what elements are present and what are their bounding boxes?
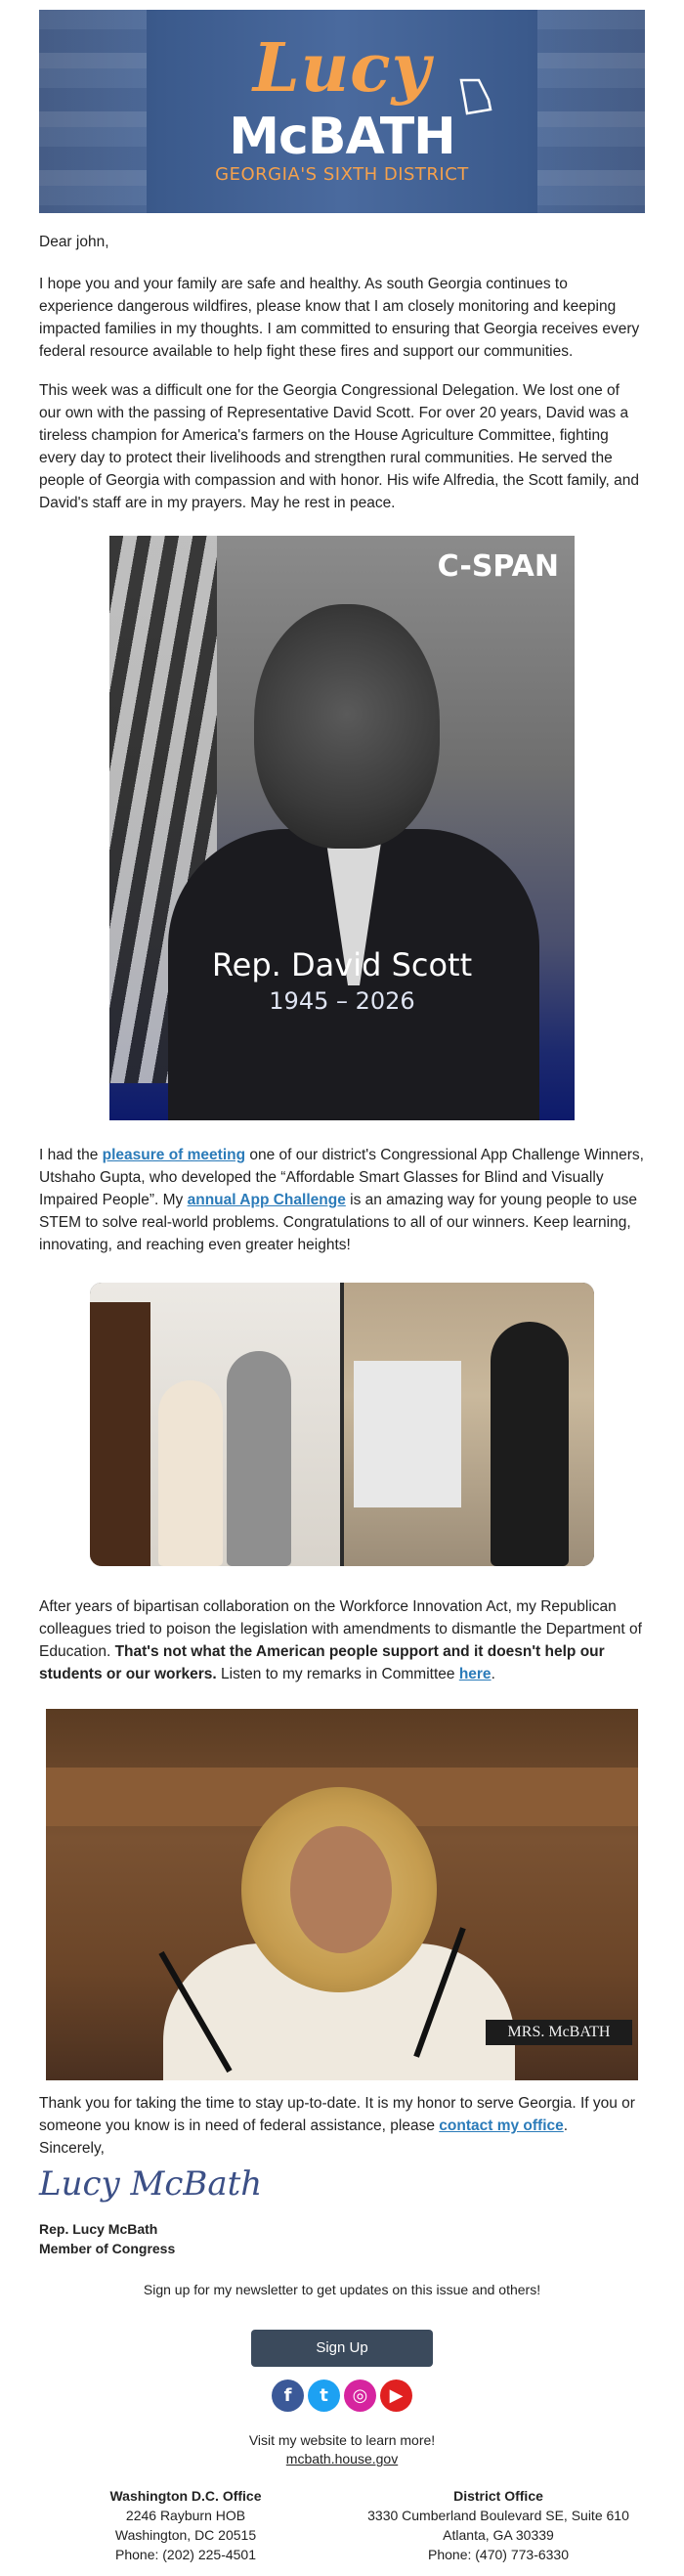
- signer-block: [39, 2219, 645, 2258]
- cspan-logo: C-SPAN: [437, 549, 559, 584]
- text-span: Listen to my remarks in Committee: [216, 1666, 459, 1682]
- paragraph-workforce-text: [39, 1595, 645, 1685]
- nameplate: MRS. McBATH: [486, 2020, 632, 2045]
- text-span: is an amazing way for young people to use STEM to solve real-world problems. Congratulations to all of our winners. Keep learning, innovating, and reaching even greater heights!: [39, 1192, 637, 1253]
- text-span: After years of bipartisan collaboration on the Workforce Innovation Act, my Republican colleagues tried to poison the legislation with amendments to dismantle the Department of Education.: [39, 1598, 642, 1660]
- paragraph-wildfires-text: I hope you and your family are safe and healthy. As south Georgia continues to experience dangerous wildfires, please know that I am closely monitoring and keeping impacted families in my thoughts. I am committed to ensuring that Georgia receives every federal resource available to help fight these fires and support our communities.: [39, 276, 640, 360]
- website-text: Visit my website to learn more!: [248, 2432, 436, 2448]
- app-photo-right: [344, 1283, 594, 1566]
- paragraph-workforce: [39, 1595, 645, 1685]
- poster-board-image: [354, 1361, 461, 1507]
- committee-hearing-photo: [46, 1709, 638, 2080]
- header-banner: [39, 10, 645, 213]
- portrait-head: [254, 604, 440, 849]
- district-office: [342, 2486, 655, 2564]
- pleasure-of-meeting-link[interactable]: pleasure of meeting: [102, 1147, 246, 1163]
- annual-app-challenge-link[interactable]: annual App Challenge: [187, 1192, 346, 1208]
- dc-office-title: Washington D.C. Office: [109, 2488, 262, 2504]
- app-photo-left: [90, 1283, 340, 1566]
- paragraph-thank-you: [39, 2092, 645, 2160]
- bold-text: That's not what the American people support and it doesn't help our students or our workers.: [39, 1643, 605, 1682]
- text-span: I had the: [39, 1147, 103, 1163]
- signature-image: Lucy McBath: [39, 2164, 263, 2204]
- logo-first-name: Lucy: [252, 29, 432, 108]
- logo-last-name: McBATH: [229, 108, 455, 166]
- text-span: .: [563, 2118, 569, 2134]
- district-office-title: District Office: [453, 2488, 543, 2504]
- paragraph-wildfires: [39, 273, 645, 363]
- paragraph-app-challenge: [39, 1144, 645, 1256]
- text-span: one of our district's Congressional App Challenge Winners, Utshaho Gupta, who developed the “Affordable Smart Glasses for Blind and Visually Impaired People”. My: [39, 1147, 644, 1208]
- text-span: .: [491, 1666, 495, 1682]
- person-image: [227, 1351, 291, 1566]
- signer-title: Member of Congress: [39, 2241, 176, 2256]
- dc-office: [29, 2486, 342, 2564]
- app-challenge-photo: [90, 1283, 594, 1566]
- dc-office-line2: Washington, DC 20515: [114, 2527, 257, 2543]
- greeting: [39, 231, 645, 253]
- website-link[interactable]: mcbath.house.gov: [285, 2451, 399, 2467]
- committee-remarks-link[interactable]: here: [458, 1666, 492, 1682]
- youtube-icon[interactable]: ▶: [380, 2380, 412, 2412]
- district-office-line2: Atlanta, GA 30339: [443, 2527, 554, 2543]
- bookshelf-image: [90, 1302, 150, 1566]
- sign-up-button[interactable]: Sign Up: [251, 2330, 433, 2367]
- paragraph-david-scott: [39, 379, 645, 514]
- speaker-face: [290, 1826, 392, 1953]
- website-link-row: [0, 2451, 684, 2467]
- text-span: Thank you for taking the time to stay up-to-date. It is my honor to serve Georgia. If you or someone you know is in need of federal assistance, please: [39, 2095, 635, 2134]
- closing-text: Sincerely,: [39, 2140, 105, 2157]
- david-scott-tribute-image: [109, 536, 575, 1120]
- signer-name: Rep. Lucy McBath: [39, 2221, 158, 2237]
- contact-my-office-link[interactable]: contact my office: [439, 2118, 564, 2134]
- greeting-text: Dear john,: [39, 234, 109, 250]
- tribute-years: 1945 – 2026: [269, 987, 415, 1015]
- instagram-icon[interactable]: ◎: [344, 2380, 376, 2412]
- dc-office-line1: 2246 Rayburn HOB: [125, 2508, 246, 2523]
- paragraph-app-challenge-text: [39, 1144, 645, 1256]
- district-office-phone: Phone: (470) 773-6330: [428, 2547, 569, 2562]
- logo-district: GEORGIA'S SIXTH DISTRICT: [215, 164, 469, 185]
- facebook-icon[interactable]: f: [272, 2380, 304, 2412]
- tribute-name: Rep. David Scott: [211, 946, 473, 983]
- twitter-icon[interactable]: t: [308, 2380, 340, 2412]
- paragraph-thank-you-text: [39, 2092, 645, 2137]
- newsletter-text: Sign up for my newsletter to get updates on this issue and others!: [143, 2282, 541, 2297]
- dc-office-phone: Phone: (202) 225-4501: [115, 2547, 256, 2562]
- person-image: [158, 1380, 223, 1566]
- person-image: [491, 1322, 569, 1566]
- paragraph-david-scott-text: This week was a difficult one for the Georgia Congressional Delegation. We lost one of our own with the passing of Representative David Scott. For over 20 years, David was a tireless champion for America's farmers on the House Agriculture Committee, fighting every day to protect their livelihoods and strengthen rural communities. He served the people of Georgia with compassion and with honor. His wife Alfredia, the Scott family, and David's staff are in my prayers. May he rest in peace.: [39, 382, 640, 511]
- district-office-line1: 3330 Cumberland Boulevard SE, Suite 610: [367, 2508, 629, 2523]
